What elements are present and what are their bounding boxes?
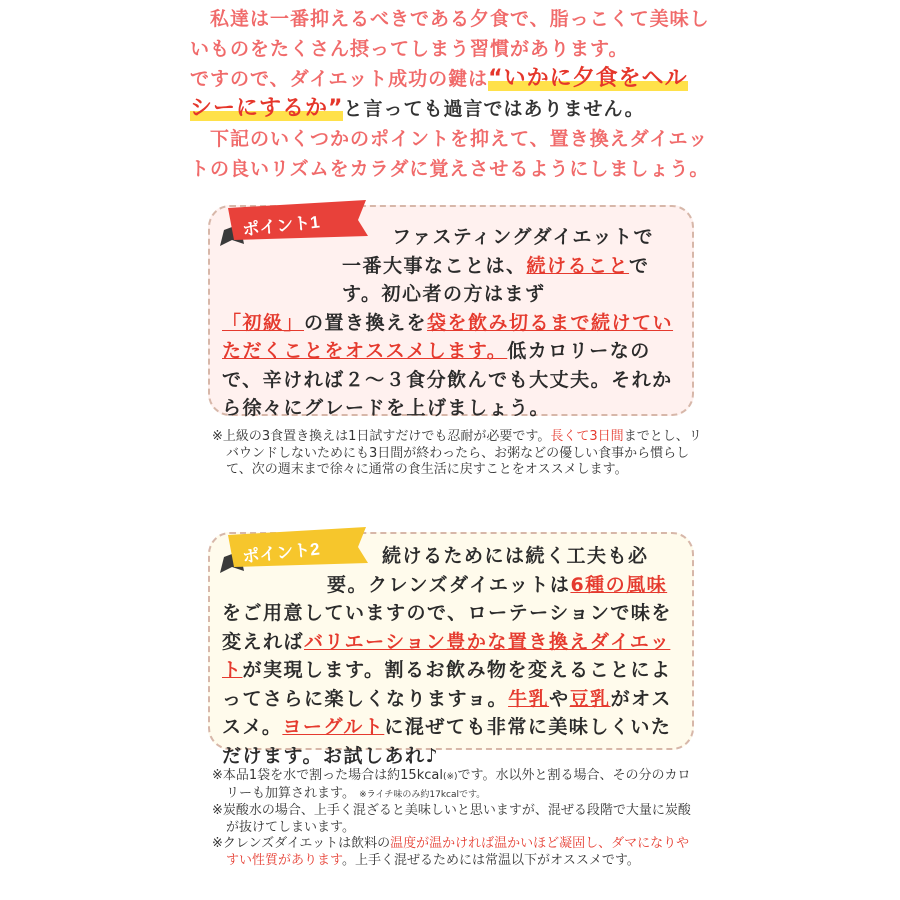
note2-small: ※ライチ味のみ約17kcalです。 <box>359 789 486 800</box>
point2-hl-variation: バリエーション豊かな置き換えダイエット <box>222 630 671 681</box>
point1-hl-continue: 続けること <box>526 254 630 277</box>
point2-hl-milk: 牛乳 <box>508 687 550 710</box>
intro-p2-end: と言っても過言ではありません。 <box>343 98 645 120</box>
note2-mark: (※) <box>442 772 458 782</box>
intro-highlight: “いかに夕食をヘルシーにするか” <box>190 66 688 121</box>
point2-t4: が実現します。割るお飲み物を変えることによってさらに楽しくなりますョ。 <box>222 659 672 710</box>
point2-text <box>222 542 684 770</box>
point2-line2a: 要。クレンズダイエットは <box>327 573 571 596</box>
point1-note <box>212 429 702 479</box>
note2-d-b: 。上手く混ぜるためには常温以下がオススメです。 <box>341 852 640 868</box>
point1-t3a: の置き換えを <box>304 311 428 334</box>
note1-b: までとし、リバウンドしないためにも3日間が終わったら、お粥などの優しい食事から慣らして、次の週末まで徐々に通常の食生活に戻すことをオススメします。 <box>226 429 702 477</box>
point1-hl-finish: 袋を飲み切るまで続けていただくことをオススメします。 <box>222 311 674 362</box>
point1-note-text <box>212 429 702 479</box>
point2-ribbon <box>220 527 370 573</box>
note1-red: 長くて3日間 <box>550 429 624 444</box>
point1-t2a: 一番大事なことは、 <box>342 254 527 277</box>
point1-ribbon-label: ポイント1 <box>241 212 321 240</box>
point2-t3: をご用意していますので、ローテーションで味を変えれば <box>222 602 672 653</box>
point2-notes <box>212 768 702 869</box>
note1-a: ※上級の3食置き換えは1日試すだけでも忍耐が必要です。 <box>212 429 551 444</box>
point1-rest <box>222 312 673 420</box>
intro-p2-start: ですので、ダイエット成功の鍵は <box>190 68 489 90</box>
point1-ribbon <box>220 200 370 246</box>
point2-ribbon-label: ポイント2 <box>241 539 321 567</box>
note2-d-red: 温度が温かければ温かいほど凝固し、ダマになりやすい性質があります <box>226 836 690 868</box>
point1-t2b: です。初心者の方はまず <box>342 254 650 305</box>
point2-rest <box>222 602 672 767</box>
intro-paragraph-3: 下記のいくつかのポイントを抑えて、置き換えダイエットの良いリズムをカラダに覚えさせるようにしましょう。 <box>190 128 710 180</box>
point2-hl-flavors: 6種の風味 <box>570 573 668 596</box>
point2-ya: や <box>549 687 570 710</box>
note2-d: ※クレンズダイエットは飲料の <box>212 836 391 851</box>
note2-soda: ※炭酸水の場合、上手く混ざると美味しいと思いますが、混ぜる段階で大量に炭酸が抜けてしまいます。 <box>212 803 691 835</box>
point1-t4: 低カロリーなので、辛ければ２～３食分飲んでも大丈夫。それから徐々にグレードを上げましょう。 <box>222 340 673 419</box>
point2-hl-yogurt: ヨーグルト <box>282 716 385 738</box>
point1-line2 <box>222 252 684 309</box>
intro-paragraph-1: 私達は一番抑えるべきである夕食で、脂っこくて美味しいものをたくさん摂ってしまう習慣があります。 <box>190 8 710 60</box>
note2-kcal <box>212 768 702 803</box>
intro-paragraph-2 <box>190 64 710 124</box>
point2-hl-soy: 豆乳 <box>569 687 611 710</box>
point2-line2 <box>222 571 684 600</box>
point1-line1: ファスティングダイエットで <box>392 226 654 248</box>
point2-t5: がオススメ。 <box>222 687 672 738</box>
point1-hl-beginner: 「初級」 <box>222 311 305 334</box>
note2-a: ※本品1袋を水で割った場合は約15kcal <box>212 768 443 783</box>
note2-temp <box>212 836 702 869</box>
point1-text <box>222 223 684 423</box>
point2-line1: 続けるためには続く工夫も必 <box>382 545 649 567</box>
point2-t6: に混ぜても非常に美味しくいただけます。お試しあれ♪ <box>222 716 672 767</box>
note2-b: です。水以外と割る場合、その分のカロリーも加算されます。 <box>226 768 691 801</box>
intro-text <box>190 4 710 184</box>
